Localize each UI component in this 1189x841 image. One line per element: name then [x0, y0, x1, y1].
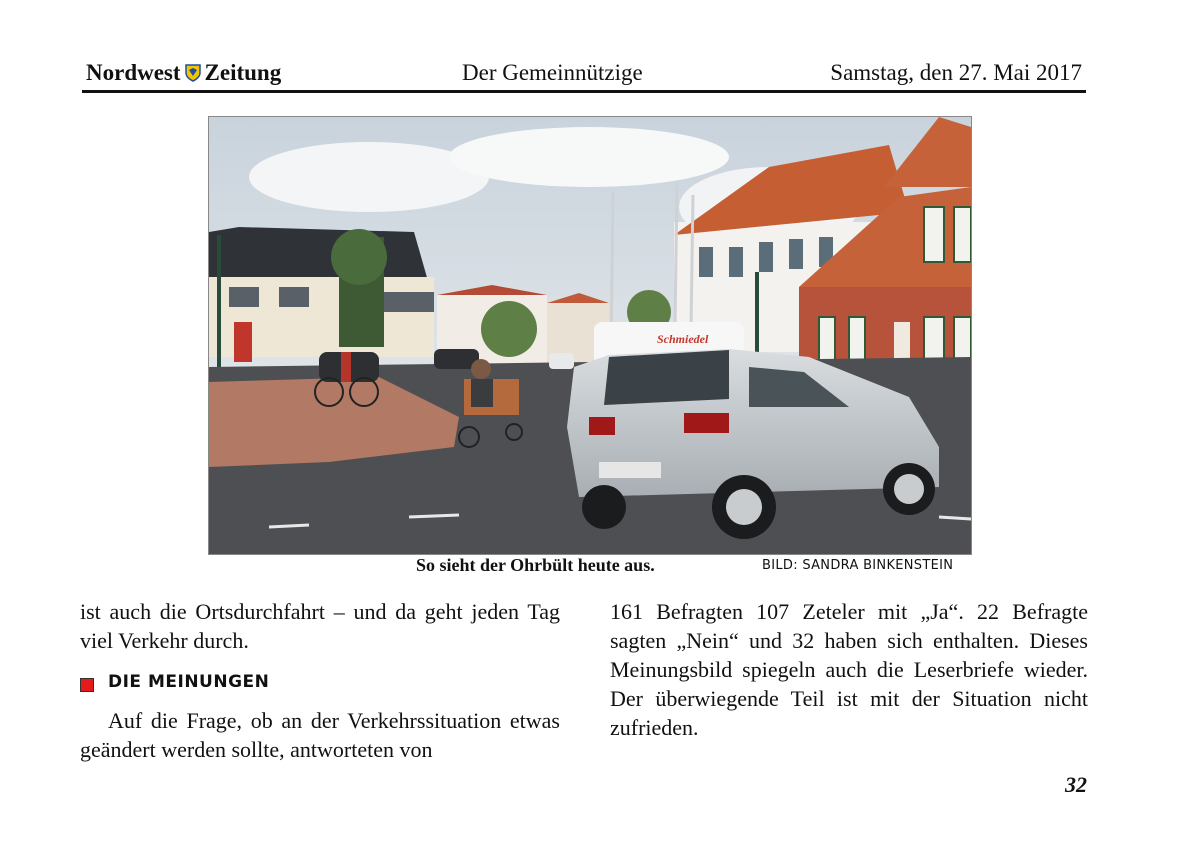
van-lettering: Schmiedel [657, 332, 709, 346]
page-header [82, 58, 1086, 90]
red-square-icon [80, 678, 94, 692]
article-column-left-continued [80, 706, 560, 764]
coat-of-arms-icon [185, 64, 201, 82]
section-heading [80, 670, 269, 694]
photo-caption [416, 555, 976, 577]
header-rule [82, 90, 1086, 93]
masthead-name-first: Nordwest [86, 60, 181, 85]
masthead-name-second: Zeitung [204, 60, 282, 85]
caption-text: So sieht der Ohrbült heute aus. [416, 555, 655, 575]
article-column-left [80, 597, 560, 655]
section-heading-label: DIE MEINUNGEN [108, 672, 270, 692]
article-column-right [610, 597, 1088, 742]
section-title: Der Gemeinnützige [462, 60, 643, 85]
street-scene-image [209, 117, 971, 554]
issue-date: Samstag, den 27. Mai 2017 [830, 60, 1082, 85]
photo-credit: BILD: SANDRA BINKENSTEIN [762, 558, 954, 573]
page-number: 32 [1065, 772, 1087, 797]
article-paragraph: 161 Befragten 107 Zeteler mit „Ja“. 22 Befragte sagten „Nein“ und 32 haben sich enthalten. Dieses Meinungsbild spiegeln auch die Leserbriefe wieder. Der überwiegende Teil ist mit der Situation nicht zufrieden. [610, 599, 1088, 740]
article-photo [208, 116, 972, 555]
article-paragraph: Auf die Frage, ob an der Verkehrssituation etwas geändert werden sollte, antworteten von [80, 708, 560, 762]
article-paragraph: ist auch die Ortsdurchfahrt – und da geht jeden Tag viel Verkehr durch. [80, 599, 560, 653]
masthead [86, 60, 281, 86]
